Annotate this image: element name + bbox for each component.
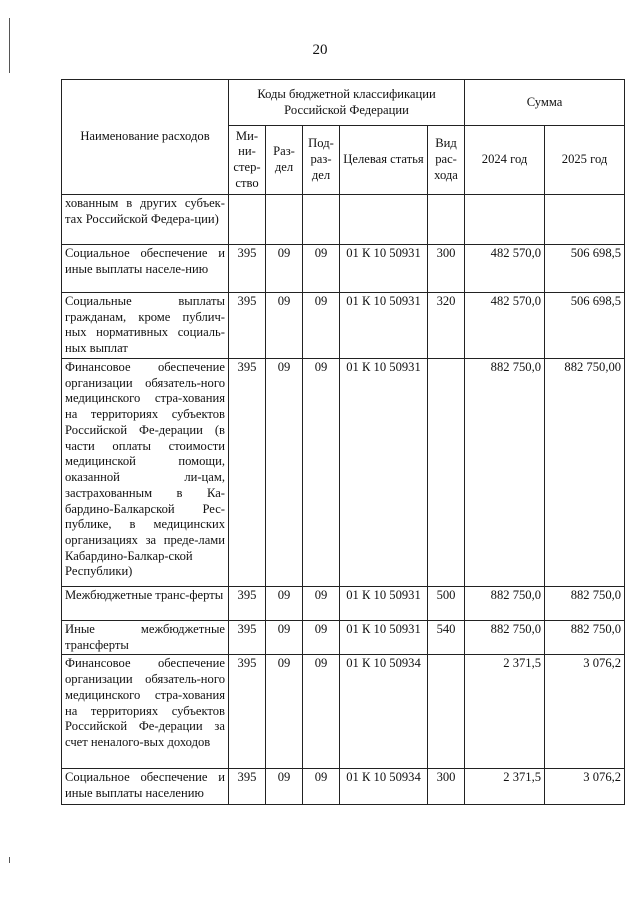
row-target: 01 К 10 50934	[340, 655, 428, 769]
row-section: 09	[266, 655, 303, 769]
row-name: Финансовое обеспечение организации обязатель-ного медицинского стра-хования на территориях субъектов Российской Фе-дерации (в части оплаты стоимости медицинской помощи, оказанной ли-цам, застрахованным в Ка-бардино-Балкарской Рес-публике, в медицинских организациях за преде-лами Кабардино-Балкар-ской Республики)	[62, 358, 229, 586]
row-subsection: 09	[303, 358, 340, 586]
header-target: Целевая статья	[340, 126, 428, 195]
row-sum-2025: 3 076,2	[545, 655, 625, 769]
row-expense-type	[428, 358, 465, 586]
row-expense-type: 300	[428, 245, 465, 293]
page-number: 20	[312, 42, 328, 58]
row-sum-2025: 506 698,5	[545, 245, 625, 293]
header-section: Раз-дел	[266, 126, 303, 195]
row-target: 01 К 10 50931	[340, 245, 428, 293]
row-name: Межбюджетные транс-ферты	[62, 586, 229, 620]
row-sum-2024: 482 570,0	[465, 245, 545, 293]
row-section: 09	[266, 358, 303, 586]
header-2024: 2024 год	[465, 126, 545, 195]
row-subsection	[303, 195, 340, 245]
table-row	[62, 358, 625, 586]
table-row	[62, 655, 625, 769]
row-name: Финансовое обеспечение организации обязатель-ного медицинского стра-хования на территориях субъектов Российской Фе-дерации за счет неналого-вых доходов	[62, 655, 229, 769]
row-sum-2025: 882 750,00	[545, 358, 625, 586]
row-sum-2024: 882 750,0	[465, 586, 545, 620]
row-section: 09	[266, 586, 303, 620]
header-ministry: Ми-ни-стер-ство	[229, 126, 266, 195]
row-section	[266, 195, 303, 245]
row-target: 01 К 10 50931	[340, 358, 428, 586]
budget-table	[61, 79, 625, 805]
table-row	[62, 293, 625, 359]
table-row	[62, 769, 625, 805]
row-expense-type: 300	[428, 769, 465, 805]
row-sum-2025: 506 698,5	[545, 293, 625, 359]
row-section: 09	[266, 293, 303, 359]
row-subsection: 09	[303, 293, 340, 359]
header-expense-type: Вид рас-хода	[428, 126, 465, 195]
row-sum-2024: 2 371,5	[465, 769, 545, 805]
row-ministry: 395	[229, 586, 266, 620]
row-ministry: 395	[229, 655, 266, 769]
row-ministry: 395	[229, 620, 266, 654]
row-sum-2025	[545, 195, 625, 245]
row-section: 09	[266, 620, 303, 654]
row-ministry: 395	[229, 358, 266, 586]
row-section: 09	[266, 769, 303, 805]
row-expense-type: 320	[428, 293, 465, 359]
row-sum-2024: 2 371,5	[465, 655, 545, 769]
table-row	[62, 586, 625, 620]
row-subsection: 09	[303, 620, 340, 654]
row-expense-type: 500	[428, 586, 465, 620]
row-ministry	[229, 195, 266, 245]
row-target: 01 К 10 50931	[340, 293, 428, 359]
row-target	[340, 195, 428, 245]
row-subsection: 09	[303, 769, 340, 805]
row-target: 01 К 10 50931	[340, 586, 428, 620]
row-name: Социальные выплаты гражданам, кроме публич-ных нормативных социаль-ных выплат	[62, 293, 229, 359]
row-sum-2024: 882 750,0	[465, 620, 545, 654]
row-name: Иные межбюджетные трансферты	[62, 620, 229, 654]
row-subsection: 09	[303, 655, 340, 769]
row-target: 01 К 10 50931	[340, 620, 428, 654]
row-subsection: 09	[303, 586, 340, 620]
row-sum-2024: 882 750,0	[465, 358, 545, 586]
table-row	[62, 620, 625, 654]
row-sum-2025: 882 750,0	[545, 586, 625, 620]
row-ministry: 395	[229, 245, 266, 293]
margin-mark-bottom	[9, 857, 10, 863]
row-sum-2024: 482 570,0	[465, 293, 545, 359]
row-sum-2025: 3 076,2	[545, 769, 625, 805]
row-sum-2024	[465, 195, 545, 245]
row-expense-type	[428, 655, 465, 769]
header-2025: 2025 год	[545, 126, 625, 195]
row-ministry: 395	[229, 769, 266, 805]
table-row	[62, 245, 625, 293]
row-ministry: 395	[229, 293, 266, 359]
row-name: Социальное обеспечение и иные выплаты населе-нию	[62, 245, 229, 293]
header-subsection: Под-раз-дел	[303, 126, 340, 195]
row-expense-type: 540	[428, 620, 465, 654]
header-codes-group: Коды бюджетной классификации Российской Федерации	[229, 80, 465, 126]
row-name: Социальное обеспечение и иные выплаты населению	[62, 769, 229, 805]
row-name: хованным в других субъек-тах Российской Федера-ции)	[62, 195, 229, 245]
table-row	[62, 195, 625, 245]
row-section: 09	[266, 245, 303, 293]
header-sum-group: Сумма	[465, 80, 625, 126]
row-expense-type	[428, 195, 465, 245]
row-sum-2025: 882 750,0	[545, 620, 625, 654]
row-target: 01 К 10 50934	[340, 769, 428, 805]
row-subsection: 09	[303, 245, 340, 293]
header-name: Наименование расходов	[62, 80, 229, 195]
